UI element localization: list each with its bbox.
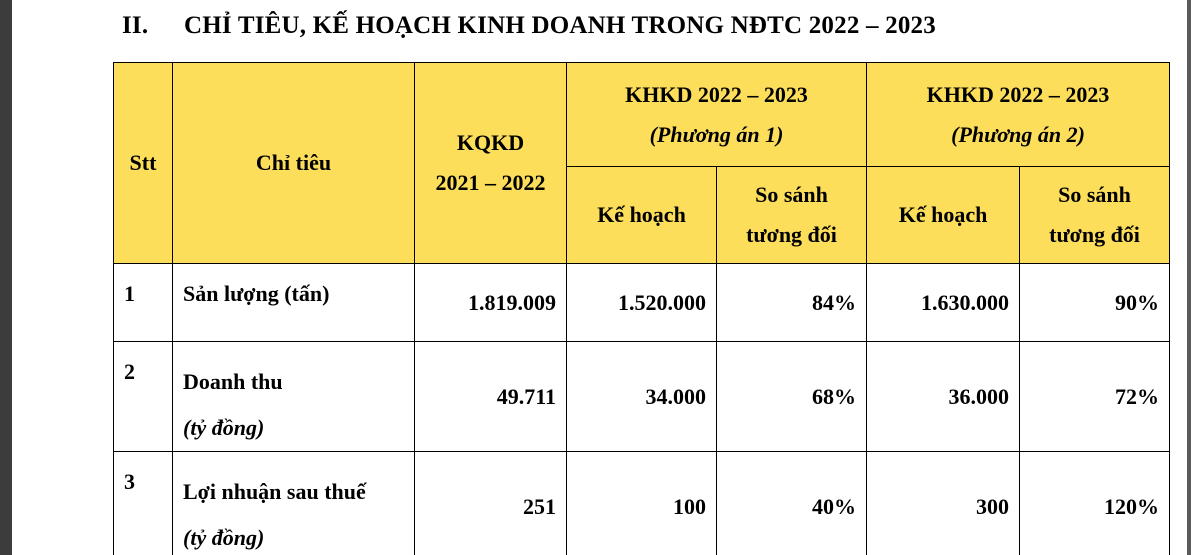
header-plan-option-1 bbox=[567, 63, 867, 167]
row-plan1-target: 34.000 bbox=[567, 342, 717, 452]
subheader-plan1-compare bbox=[717, 167, 867, 264]
row-stt: 1 bbox=[114, 264, 173, 342]
row-indicator: Lợi nhuận sau thuế bbox=[183, 479, 366, 504]
header-plan1-title: KHKD 2022 – 2023 bbox=[625, 81, 808, 107]
row-unit: (tỷ đồng) bbox=[183, 415, 265, 440]
row-kqkd: 251 bbox=[415, 452, 567, 555]
header-kqkd bbox=[415, 63, 567, 264]
header-indicator: Chỉ tiêu bbox=[173, 63, 415, 264]
row-plan2-percent: 72% bbox=[1020, 342, 1170, 452]
row-indicator-cell bbox=[173, 452, 415, 555]
compare-label-line2: tương đối bbox=[1049, 222, 1140, 247]
row-stt: 3 bbox=[114, 452, 173, 555]
compare-label-line2: tương đối bbox=[746, 222, 837, 247]
row-plan2-target: 36.000 bbox=[867, 342, 1020, 452]
row-plan1-percent: 40% bbox=[717, 452, 867, 555]
subheader-plan1-target: Kế hoạch bbox=[567, 167, 717, 264]
row-plan2-percent: 120% bbox=[1020, 452, 1170, 555]
section-heading bbox=[122, 12, 936, 40]
subheader-plan2-target: Kế hoạch bbox=[867, 167, 1020, 264]
compare-label-line1: So sánh bbox=[755, 182, 828, 207]
compare-label-line1: So sánh bbox=[1058, 182, 1131, 207]
subheader-plan2-compare bbox=[1020, 167, 1170, 264]
row-indicator-cell bbox=[173, 342, 415, 452]
row-plan2-percent: 90% bbox=[1020, 264, 1170, 342]
header-plan2-option: (Phương án 2) bbox=[951, 121, 1085, 147]
table-row bbox=[114, 452, 1170, 555]
row-plan2-target: 300 bbox=[867, 452, 1020, 555]
header-stt: Stt bbox=[114, 63, 173, 264]
header-kqkd-period: 2021 – 2022 bbox=[435, 170, 546, 195]
left-window-edge bbox=[0, 0, 12, 555]
table-row bbox=[114, 342, 1170, 452]
right-window-edge bbox=[1187, 0, 1191, 555]
row-indicator: Doanh thu bbox=[183, 369, 283, 394]
row-indicator: Sản lượng (tấn) bbox=[173, 264, 415, 342]
row-unit: (tỷ đồng) bbox=[183, 525, 265, 550]
section-number: II. bbox=[122, 12, 149, 39]
row-stt: 2 bbox=[114, 342, 173, 452]
row-plan2-target: 1.630.000 bbox=[867, 264, 1020, 342]
business-plan-table bbox=[113, 62, 1170, 555]
table-header-row bbox=[114, 63, 1170, 167]
header-kqkd-label: KQKD bbox=[456, 130, 525, 155]
row-plan1-target: 1.520.000 bbox=[567, 264, 717, 342]
row-kqkd: 49.711 bbox=[415, 342, 567, 452]
header-plan2-title: KHKD 2022 – 2023 bbox=[926, 81, 1110, 107]
section-title: CHỈ TIÊU, KẾ HOẠCH KINH DOANH TRONG NĐTC 2022 – 2023 bbox=[184, 12, 936, 39]
row-kqkd: 1.819.009 bbox=[415, 264, 567, 342]
header-plan1-option: (Phương án 1) bbox=[649, 121, 784, 147]
header-plan-option-2 bbox=[867, 63, 1170, 167]
row-plan1-percent: 84% bbox=[717, 264, 867, 342]
row-plan1-percent: 68% bbox=[717, 342, 867, 452]
table-row bbox=[114, 264, 1170, 342]
row-plan1-target: 100 bbox=[567, 452, 717, 555]
